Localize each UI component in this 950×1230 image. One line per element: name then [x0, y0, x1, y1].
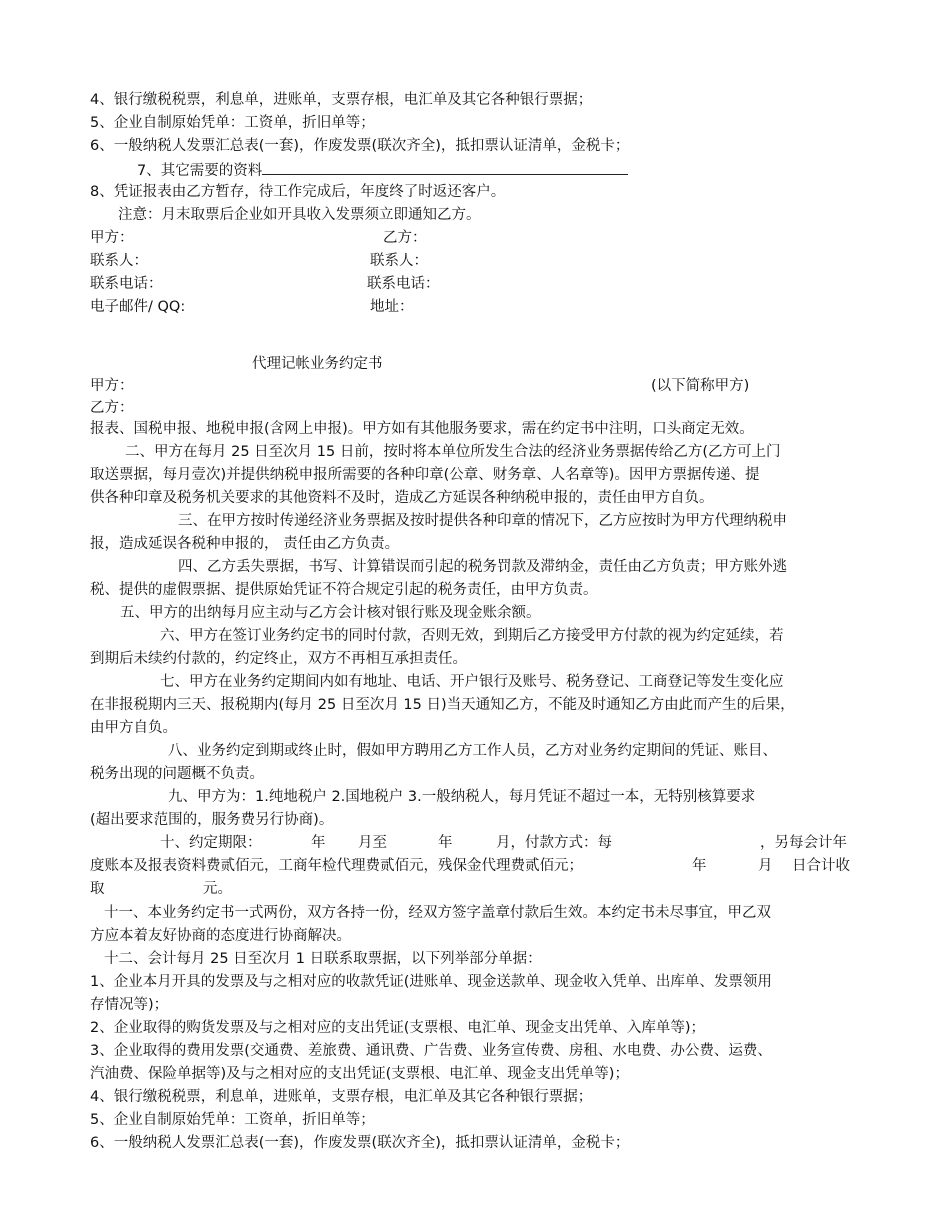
- clause-fragment: 月: [758, 858, 773, 874]
- address-b-label: 地址：: [370, 299, 414, 315]
- phone-a-label: 联系电话：: [90, 276, 163, 292]
- list-item-5: 5、企业自制原始凭单：工资单，折旧单等；: [90, 115, 375, 131]
- clause-fragment: 元。: [203, 881, 232, 897]
- clause-fragment: 月至: [358, 835, 387, 851]
- clause-line: 二、甲方在每月 25 日至次月 15 日前，按时将本单位所发生合法的经济业务票据传给乙方(乙方可上门: [125, 444, 781, 460]
- clause-fragment: 取: [90, 881, 105, 897]
- clause-line: 报，造成延误各税种申报的， 责任由乙方负责。: [90, 536, 400, 552]
- party-b-label: 乙方：: [383, 230, 427, 246]
- party-a-label: 甲方：: [90, 230, 134, 246]
- list-item: 汽油费、保险单据等)及与之相对应的支出凭证(支票根、电汇单、现金支出凭单等)；: [90, 1066, 629, 1082]
- notice-text: 注意：月末取票后企业如开具收入发票须立即通知乙方。: [118, 207, 481, 223]
- list-item-8: 8、凭证报表由乙方暂存，待工作完成后，年度终了时返还客户。: [90, 184, 506, 200]
- contact-b-label: 联系人：: [370, 253, 428, 269]
- list-item-4: 4、银行缴税税票，利息单，进账单，支票存根，电汇单及其它各种银行票据；: [90, 92, 593, 108]
- clause-line: 在非报税期内三天、报税期内(每月 25 日至次月 15 日)当天通知乙方，不能及时通知乙方由此而产生的后果，: [90, 697, 795, 713]
- clause-fragment: 日合计收: [792, 858, 850, 874]
- clause-fragment: 年: [692, 858, 707, 874]
- clause-line: 方应本着友好协商的态度进行协商解决。: [90, 928, 351, 944]
- clause-line: 七、甲方在业务约定期间内如有地址、电话、开户银行及账号、税务登记、工商登记等发生变化应: [160, 674, 784, 690]
- contract-party-b: 乙方：: [90, 400, 134, 416]
- list-item-7: [137, 160, 628, 180]
- list-item: 5、企业自制原始凭单：工资单，折旧单等；: [90, 1112, 375, 1128]
- contact-a-label: 联系人：: [90, 253, 148, 269]
- clause-line: 十、约定期限：: [160, 835, 262, 851]
- phone-b-label: 联系电话：: [367, 276, 440, 292]
- clause-line: 九、甲方为：1.纯地税户 2.国地税户 3.一般纳税人，每月凭证不超过一本，无特别核算要求: [168, 789, 756, 805]
- clause-line: 三、在甲方按时传递经济业务票据及按时提供各种印章的情况下，乙方应按时为甲方代理纳税申: [178, 513, 787, 529]
- clause-fragment: 月，付款方式：每: [496, 835, 612, 851]
- contract-title: 代理记帐业务约定书: [252, 356, 383, 372]
- clause-line: 四、乙方丢失票据，书写、计算错误而引起的税务罚款及滞纳金，责任由乙方负责；甲方账外逃: [178, 559, 787, 575]
- clause-line: 供各种印章及税务机关要求的其他资料不及时，造成乙方延误各种纳税申报的，责任由甲方自负。: [90, 490, 714, 506]
- email-a-label: 电子邮件/ QQ:: [90, 299, 186, 315]
- clause-line: 税、提供的虚假票据、提供原始凭证不符合规定引起的税务责任，由甲方负责。: [90, 582, 598, 598]
- contract-party-a: 甲方：: [90, 378, 134, 394]
- clause-line: 由甲方自负。: [90, 720, 177, 736]
- list-item-7-text: 7、其它需要的资料: [137, 163, 263, 179]
- clause-line: 八、业务约定到期或终止时，假如甲方聘用乙方工作人员，乙方对业务约定期间的凭证、账目、: [168, 743, 777, 759]
- list-item-6: 6、一般纳税人发票汇总表(一套)，作废发票(联次齐全)，抵扣票认证清单，金税卡；: [90, 138, 630, 154]
- list-item: 3、企业取得的费用发票(交通费、差旅费、通讯费、广告费、业务宣传费、房租、水电费、办公费、运费、: [90, 1043, 772, 1059]
- clause-fragment: 年: [438, 835, 453, 851]
- list-item: 2、企业取得的购货发票及与之相对应的支出凭证(支票根、电汇单、现金支出凭单、入库单等)；: [90, 1020, 706, 1036]
- clause-line: 十一、本业务约定书一式两份，双方各持一份，经双方签字盖章付款后生效。本约定书未尽事宜，甲乙双: [104, 905, 771, 921]
- clause-line: 五、甲方的出纳每月应主动与乙方会计核对银行账及现金账余额。: [120, 605, 541, 621]
- clause-line: 度账本及报表资料费贰佰元，工商年检代理费贰佰元，残保金代理费贰佰元；: [90, 858, 583, 874]
- clause-line: 十二、会计每月 25 日至次月 1 日联系取票据，以下列举部分单据：: [104, 951, 542, 967]
- clause-line: (超出要求范围的，服务费另行协商)。: [90, 812, 334, 828]
- clause-line: 税务出现的问题概不负责。: [90, 766, 264, 782]
- clause-line: 六、甲方在签订业务约定书的同时付款，否则无效，到期后乙方接受甲方付款的视为约定延续，若: [160, 628, 784, 644]
- clause-fragment: 年: [311, 835, 326, 851]
- blank-line: [262, 160, 628, 175]
- contract-party-a-note: (以下简称甲方): [651, 378, 750, 394]
- clause-line: 到期后未续约付款的，约定终止，双方不再相互承担责任。: [90, 651, 467, 667]
- clause-line: 取送票据，每月壹次)并提供纳税申报所需要的各种印章(公章、财务章、人名章等)。因甲方票据传递、提: [90, 467, 760, 483]
- list-item: 1、企业本月开具的发票及与之相对应的收款凭证(进账单、现金送款单、现金收入凭单、出库单、发票领用: [90, 974, 772, 990]
- clause-line: 报表、国税申报、地税申报(含网上申报)。甲方如有其他服务要求，需在约定书中注明，口头商定无效。: [90, 421, 754, 437]
- list-item: 6、一般纳税人发票汇总表(一套)，作废发票(联次齐全)，抵扣票认证清单，金税卡；: [90, 1135, 630, 1151]
- list-item: 存情况等)；: [90, 997, 169, 1013]
- list-item: 4、银行缴税税票，利息单，进账单，支票存根，电汇单及其它各种银行票据；: [90, 1089, 593, 1105]
- clause-fragment: ，另每会计年: [760, 835, 847, 851]
